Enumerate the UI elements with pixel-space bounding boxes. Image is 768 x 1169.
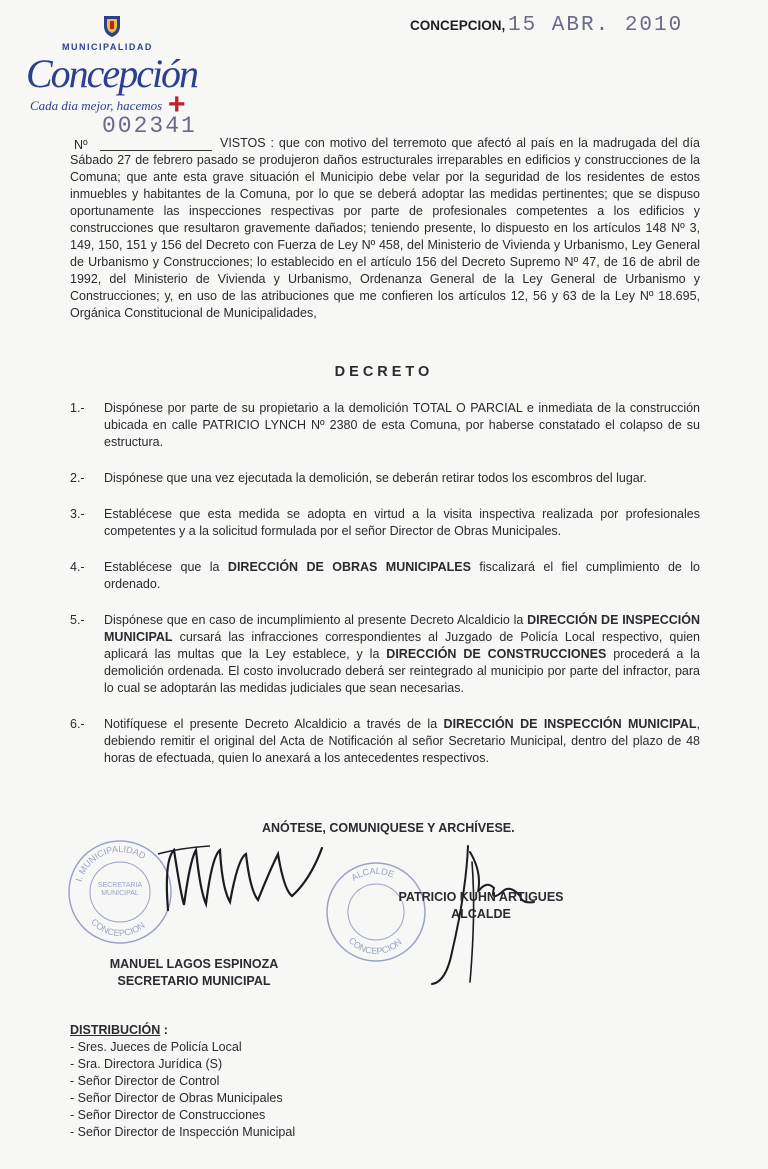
place-label: CONCEPCION, bbox=[410, 18, 506, 33]
vistos-paragraph: VISTOS : que con motivo del terremoto que afectó al país en la madrugada del día Sábado 27 de febrero pasado se produjeron daños estructurales irreparables en edificios y construcciones de la Comuna; que ante esta grave situación el Municipio debe velar por la seguridad de los residentes de estos inmuebles y habitantes de la Comuna, por lo que se deberá adoptar las medidas pertinentes; que se dispuso oportunamente las inspecciones respectivas por parte de profesionales competentes a los edificios y construcciones que resultaron gravemente dañados; teniendo presente, lo dispuesto en los artículos 148 Nº 3, 149, 150, 151 y 156 del Decreto con Fuerza de Ley Nº 458, del Ministerio de Vivienda y Urbanismo, Ley General de Urbanismo y Construcciones; lo establecido en el artículo 156 del Decreto Supremo Nº 47, de 16 de abril de 1992, del Ministerio de Vivienda y Urbanismo, Ordenanza General de la Ley General de Urbanismo y Construcciones; y, en uso de las atribuciones que me confieren los artículos 12, 56 y 63 de la Ley Nº 18.695, Orgánica Constitucional de Municipalidades, bbox=[70, 136, 700, 320]
list-item: - Sres. Jueces de Policía Local bbox=[70, 1040, 242, 1054]
list-item: - Señor Director de Inspección Municipal bbox=[70, 1125, 296, 1139]
decree-item bbox=[70, 400, 700, 451]
svg-text:CONCEPCION: CONCEPCION bbox=[346, 935, 404, 957]
logo-slogan: Cada dia mejor, hacemos bbox=[30, 98, 163, 113]
closing-formula: ANÓTESE, COMUNIQUESE Y ARCHÍVESE. bbox=[262, 821, 515, 835]
distribution-list bbox=[70, 1022, 295, 1141]
item-number: 1.- bbox=[70, 401, 85, 415]
svg-text:CONCEPCION: CONCEPCION bbox=[89, 916, 147, 939]
item-number: 2.- bbox=[70, 471, 85, 485]
alcalde-name: PATRICIO KUHN ARTIGUES bbox=[398, 890, 564, 904]
secretario-title: SECRETARIO MUNICIPAL bbox=[117, 974, 271, 988]
item-number: 3.- bbox=[70, 507, 85, 521]
alcalde-block bbox=[386, 889, 576, 923]
distribution-title: DISTRIBUCIÓN : bbox=[70, 1023, 168, 1037]
list-item: - Sra. Directora Jurídica (S) bbox=[70, 1057, 223, 1071]
list-item: - Señor Director de Obras Municipales bbox=[70, 1091, 283, 1105]
secretario-block bbox=[100, 956, 288, 990]
logo-plus-icon: + bbox=[168, 88, 186, 121]
seal1-center-text: SECRETARIA MUNICIPAL bbox=[97, 882, 143, 897]
decree-heading: DECRETO bbox=[334, 364, 434, 380]
municipality-logo bbox=[18, 14, 218, 124]
decree-item bbox=[70, 716, 700, 767]
item-text: Establécese que la DIRECCIÓN DE OBRAS MUNICIPALES fiscalizará el fiel cumplimiento de lo ordenado. bbox=[104, 560, 700, 591]
logo-top-text: MUNICIPALIDAD bbox=[62, 42, 153, 52]
decree-number-label: Nº bbox=[74, 138, 88, 152]
item-text: Notifíquese el presente Decreto Alcaldicio a través de la DIRECCIÓN DE INSPECCIÓN MUNICIPAL, debiendo remitir el original del Acta de Notificación al señor Secretario Municipal, dentro del plazo de 48 horas de efectuada, quien lo anexará a los antecedentes respectivos. bbox=[104, 717, 700, 765]
decree-item bbox=[70, 470, 700, 487]
secretario-name: MANUEL LAGOS ESPINOZA bbox=[109, 957, 279, 971]
secretario-signature bbox=[150, 820, 340, 930]
item-text: Establécese que esta medida se adopta en virtud a la visita inspectiva realizada por profesionales competentes y a la solicitud formulada por el señor Director de Obras Municipales. bbox=[104, 507, 700, 538]
city-crest-icon bbox=[102, 14, 122, 38]
alcalde-title: ALCALDE bbox=[451, 907, 511, 921]
decree-items bbox=[70, 400, 700, 786]
decree-item bbox=[70, 559, 700, 593]
svg-text:ALCALDE: ALCALDE bbox=[349, 865, 396, 883]
logo-wordmark: Concepción bbox=[26, 51, 198, 96]
item-text: Dispónese que en caso de incumplimiento al presente Decreto Alcaldicio la DIRECCIÓN DE INSPECCIÓN MUNICIPAL cursará las infracciones correspondientes al Juzgado de Policía Local respectivo, quien aplicará las multas que la Ley establece, y la DIRECCIÓN DE CONSTRUCCIONES procederá a la demolición ordenada. El costo involucrado deberá ser reintegrado al municipio por parte del infractor, para lo cual se adoptarán las medidas judiciales que sean necesarias. bbox=[104, 613, 700, 695]
list-item: - Señor Director de Control bbox=[70, 1074, 220, 1088]
decree-item bbox=[70, 506, 700, 540]
decree-item bbox=[70, 612, 700, 697]
item-text: Dispónese que una vez ejecutada la demolición, se deberán retirar todos los escombros del lugar. bbox=[104, 471, 647, 485]
decree-number-stamp: 002341 bbox=[102, 113, 197, 139]
item-number: 6.- bbox=[70, 717, 85, 731]
svg-text:I. MUNICIPALIDAD: I. MUNICIPALIDAD bbox=[73, 843, 148, 883]
date-stamp: 15 ABR. 2010 bbox=[508, 14, 684, 37]
item-number: 5.- bbox=[70, 613, 85, 627]
item-number: 4.- bbox=[70, 560, 85, 574]
item-text: Dispónese por parte de su propietario a la demolición TOTAL O PARCIAL e inmediata de la construcción ubicada en calle PATRICIO LYNCH Nº 2380 de esta Comuna, por haberse constatado el colapso de su estructura. bbox=[104, 401, 700, 449]
list-item: - Señor Director de Construcciones bbox=[70, 1108, 266, 1122]
